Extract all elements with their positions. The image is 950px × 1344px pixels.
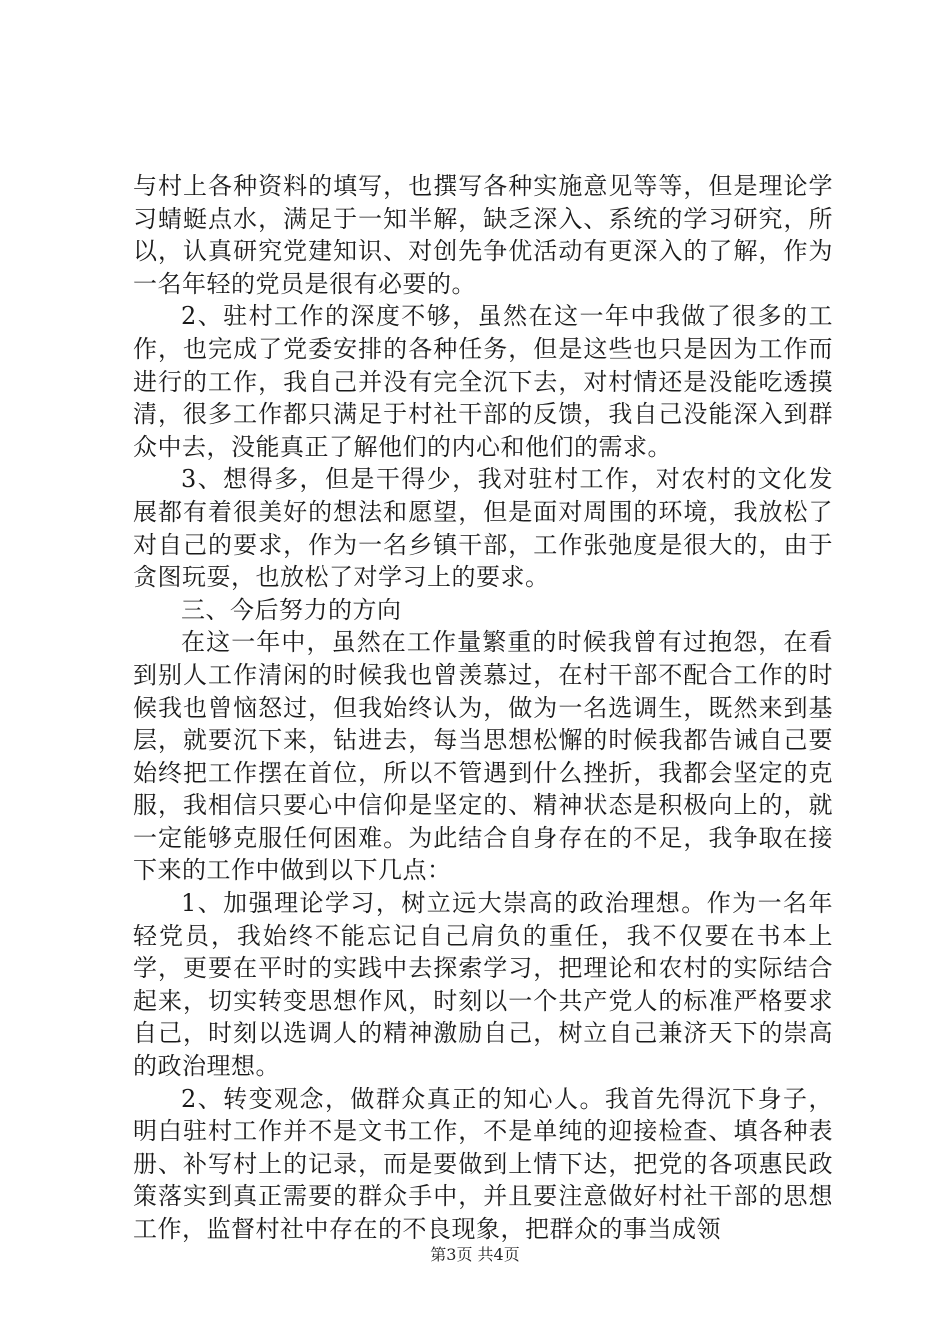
document-body [133, 170, 833, 1246]
paragraph-point-2: 2、驻村工作的深度不够，虽然在这一年中我做了很多的工作，也完成了党委安排的各种任务，但是这些也只是因为工作而进行的工作，我自己并没有完全沉下去，对村情还是没能吃透摸清，很多工作都只满足于村社干部的反馈，我自己没能深入到群众中去，没能真正了解他们的内心和他们的需求。 [133, 302, 833, 461]
paragraph-measure-1: 1、加强理论学习，树立远大崇高的政治理想。作为一名年轻党员，我始终不能忘记自己肩负的重任，我不仅要在书本上学，更要在平时的实践中去探索学习，把理论和农村的实际结合起来，切实转变思想作风，时刻以一个共产党人的标准严格要求自己，时刻以选调人的精神激励自己，树立自己兼济天下的崇高的政治理想。 [133, 889, 833, 1081]
page-footer: 第3页 共4页 [430, 1245, 520, 1264]
paragraph-continuation: 与村上各种资料的填写，也撰写各种实施意见等等，但是理论学习蜻蜓点水，满足于一知半解，缺乏深入、系统的学习研究，所以，认真研究党建知识、对创先争优活动有更深入的了解，作为一名年轻的党员是很有必要的。 [133, 172, 833, 298]
paragraph-measure-2: 2、转变观念，做群众真正的知心人。我首先得沉下身子，明白驻村工作并不是文书工作，不是单纯的迎接检查、填各种表册、补写村上的记录，而是要做到上情下达，把党的各项惠民政策落实到真正需要的群众手中，并且要注意做好村社干部的思想工作，监督村社中存在的不良现象，把群众的事当成领 [133, 1084, 833, 1243]
paragraph-point-3: 3、想得多，但是干得少，我对驻村工作，对农村的文化发展都有着很美好的想法和愿望，但是面对周围的环境，我放松了对自己的要求，作为一名乡镇干部，工作张弛度是很大的，由于贪图玩耍，也放松了对学习上的要求。 [133, 465, 833, 592]
section-heading: 三、今后努力的方向 [181, 595, 402, 624]
paragraph-intro: 在这一年中，虽然在工作量繁重的时候我曾有过抱怨，在看到别人工作清闲的时候我也曾羡慕过，在村干部不配合工作的时候我也曾恼怒过，但我始终认为，做为一名选调生，既然来到基层，就要沉下来，钻进去，每当思想松懈的时候我都告诫自己要始终把工作摆在首位，所以不管遇到什么挫折，我都会坚定的克服，我相信只要心中信仰是坚定的、精神状态是积极向上的，就一定能够克服任何困难。为此结合自身存在的不足，我争取在接下来的工作中做到以下几点： [133, 628, 833, 885]
